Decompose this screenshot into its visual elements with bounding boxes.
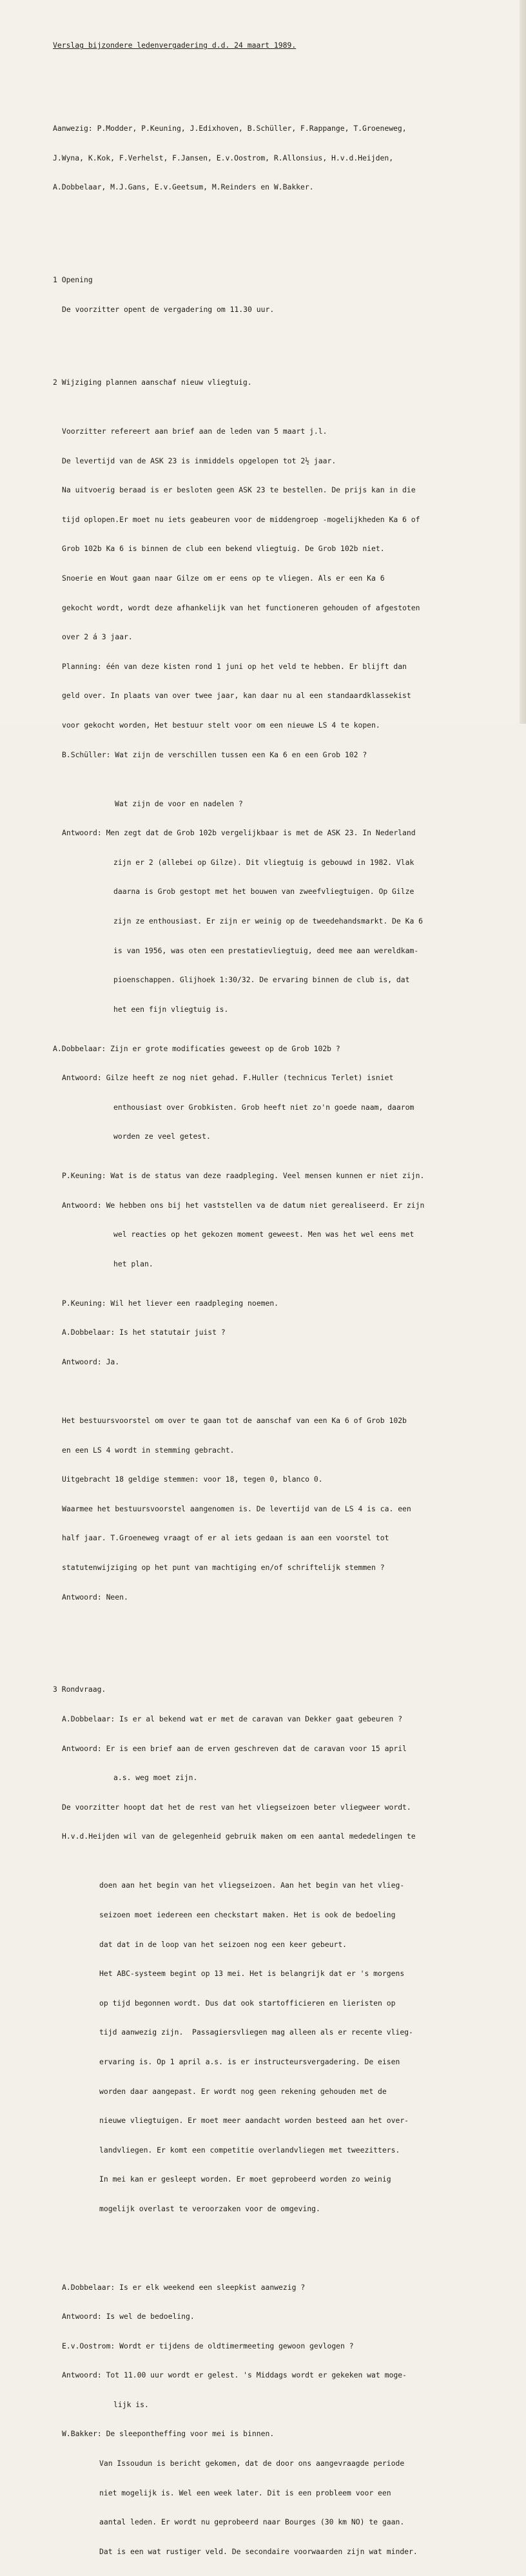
- text-line: In mei kan er gesleept worden. Er moet geprobeerd worden zo weinig: [99, 2174, 391, 2184]
- answer-line: worden ze veel getest.: [113, 1132, 211, 1141]
- question-line: A.Dobbelaar: Zijn er grote modificaties geweest op de Grob 102b ?: [53, 1043, 340, 1053]
- text-line: Dat is een wat rustiger veld. De secondaire voorwaarden zijn wat minder.: [99, 2546, 418, 2556]
- answer-line: pioenschappen. Glijhoek 1:30/32. De ervaring binnen de club is, dat: [113, 975, 410, 985]
- text-line: dat dat in de loop van het seizoen nog een keer gebeurt.: [99, 1939, 347, 1949]
- answer-line: Antwoord: We hebben ons bij het vaststellen va de datum niet gerealiseerd. Er zijn: [62, 1200, 425, 1210]
- vote-block: [53, 1397, 504, 1622]
- text-line: De voorzitter hoopt dat het de rest van het vliegseizoen beter vliegweer wordt.: [62, 1802, 411, 1812]
- answer-line: wel reacties op het gekozen moment geweest. Men was het wel eens met: [113, 1230, 414, 1239]
- section-2-heading: 2 Wijziging plannen aanschaf nieuw vliegtuig.: [53, 378, 252, 387]
- text-line: tijd aanwezig zijn. Passagiersvliegen mag alleen als er recente vlieg-: [99, 2028, 413, 2037]
- question-line: A.Dobbelaar: Is er al bekend wat er met de caravan van Dekker gaat gebeuren ?: [62, 1714, 403, 1724]
- question-line: P.Keuning: Wil het liever een raadpleging noemen.: [62, 1298, 279, 1308]
- answer-line: Antwoord: Neen.: [62, 1592, 128, 1602]
- text-line: worden daar aangepast. Er wordt nog geen rekening gehouden met de: [99, 2086, 387, 2096]
- question-line: Wat zijn de voor en nadelen ?: [115, 799, 243, 808]
- section-2-intro: [53, 407, 504, 780]
- text-line: Het ABC-systeem begint op 13 mei. Het is belangrijk dat er 's morgens: [99, 1969, 405, 1979]
- answer-line: Antwoord: Tot 11.00 uur wordt er gelest. 's Middags wordt er gekeken wat moge-: [62, 2370, 407, 2380]
- text-line: tijd oplopen.Er moet nu iets geabeuren voor de middengroep -mogelijkheden Ka 6 of: [62, 514, 420, 524]
- text-line: landvliegen. Er komt een competitie overlandvliegen met tweezitters.: [99, 2145, 400, 2155]
- text-line: mogelijk overlast te veroorzaken voor de omgeving.: [99, 2203, 320, 2213]
- page-edge-shadow: [520, 0, 526, 724]
- attendees-block: [53, 104, 504, 212]
- answer-line: zijn ze enthousiast. Er zijn er weinig op de tweedehandsmarkt. De Ka 6: [113, 916, 424, 925]
- attendees-line: J.Wyna, K.Kok, F.Verhelst, F.Jansen, E.v.Oostrom, R.Allonsius, H.v.d.Heijden,: [53, 153, 394, 162]
- text-line: en een LS 4 wordt in stemming gebracht.: [62, 1445, 235, 1455]
- text-line: half jaar. T.Groeneweg vraagt of er al iets gedaan is aan een voorstel tot: [62, 1533, 389, 1543]
- text-line: Snoerie en Wout gaan naar Gilze om er eens op te vliegen. Als er een Ka 6: [62, 573, 385, 583]
- text-line: seizoen moet iedereen een checkstart maken. Het is ook de bedoeling: [99, 1910, 396, 1919]
- text-line: ervaring is. Op 1 april a.s. is er instructeursvergadering. De eisen: [99, 2057, 400, 2066]
- answer-line: zijn er 2 (allebei op Gilze). Dit vliegtuig is gebouwd in 1982. Vlak: [113, 857, 414, 867]
- text-line: [53, 2234, 504, 2243]
- attendees-line: A.Dobbelaar, M.J.Gans, E.v.Geetsum, M.Reinders en W.Bakker.: [53, 182, 314, 192]
- answer-line: enthousiast over Grobkisten. Grob heeft niet zo'n goede naam, daarom: [113, 1102, 414, 1112]
- text-line: op tijd begonnen wordt. Dus dat ook startofficieren en lieristen op: [99, 1998, 396, 2008]
- text-line: Planning: één van deze kisten rond 1 juni op het veld te hebben. Er blijft dan: [62, 661, 407, 671]
- answer-line: daarna is Grob gestopt met het bouwen van zweefvliegtuigen. Op Gilze: [113, 887, 414, 896]
- text-line: W.Bakker: De sleepontheffing voor mei is binnen.: [62, 2429, 275, 2439]
- text-line: doen aan het begin van het vliegseizoen. Aan het begin van het vlieg-: [99, 1881, 405, 1890]
- text-line: niet mogelijk is. Wel een week later. Dit is een probleem voor een: [99, 2488, 391, 2497]
- answer-line: a.s. weg moet zijn.: [113, 1773, 198, 1783]
- text-line: Waarmee het bestuursvoorstel aangenomen is. De levertijd van de LS 4 is ca. een: [62, 1504, 411, 1513]
- section-1-line: De voorzitter opent de vergadering om 11.30 uur.: [62, 304, 275, 314]
- text-line: Van Issoudun is bericht gekomen, dat de door ons aangevraagde periode: [99, 2459, 405, 2468]
- text-line: Grob 102b Ka 6 is binnen de club een bekend vliegtuig. De Grob 102b niet.: [62, 544, 385, 554]
- text-line: Voorzitter refereert aan brief aan de leden van 5 maart j.l.: [62, 427, 327, 436]
- section-3-heading: 3 Rondvraag.: [53, 1685, 106, 1694]
- text-line: nieuwe vliegtuigen. Er moet meer aandacht worden besteed aan het over-: [99, 2116, 409, 2126]
- text-line: Uitgebracht 18 geldige stemmen: voor 18, tegen 0, blanco 0.: [62, 1475, 323, 1484]
- answer-line: het een fijn vliegtuig is.: [113, 1004, 229, 1014]
- question-line: A.Dobbelaar: Is er elk weekend een sleepkist aanwezig ?: [62, 2282, 306, 2292]
- text-line: voor gekocht worden, Het bestuur stelt voor om een nieuwe LS 4 te kopen.: [62, 720, 380, 730]
- text-line: B.Schüller: Wat zijn de verschillen tussen een Ka 6 en een Grob 102 ?: [62, 750, 367, 759]
- attendees-line: Aanwezig: P.Modder, P.Keuning, J.Edixhoven, B.Schüller, F.Rappange, T.Groeneweg,: [53, 124, 407, 133]
- answer-line: lijk is.: [113, 2399, 149, 2409]
- text-line: geld over. In plaats van over twee jaar, kan daar nu al een standaardklassekist: [62, 691, 411, 701]
- question-line: A.Dobbelaar: Is het statutair juist ?: [62, 1328, 226, 1337]
- answer-line: het plan.: [113, 1259, 153, 1268]
- question-line: P.Keuning: Wat is de status van deze raadpleging. Veel mensen kunnen er niet zijn.: [62, 1171, 425, 1181]
- text-line: De levertijd van de ASK 23 is inmiddels opgelopen tot 2½ jaar.: [62, 456, 336, 465]
- text-line: statutenwijziging op het punt van machtiging en/of schriftelijk stemmen ?: [62, 1563, 385, 1573]
- section-1-heading: 1 Opening: [53, 275, 93, 285]
- text-line: Na uitvoerig beraad is er besloten geen ASK 23 te bestellen. De prijs kan in die: [62, 485, 416, 495]
- answer-line: Antwoord: Er is een brief aan de erven geschreven dat de caravan voor 15 april: [62, 1743, 407, 1753]
- text-line: gekocht wordt, wordt deze afhankelijk van het functioneren gehouden of afgestoten: [62, 603, 420, 612]
- minutes-text: [53, 21, 504, 2576]
- document-title: Verslag bijzondere ledenvergadering d.d. 24 maart 1989.: [53, 41, 297, 50]
- answer-line: Antwoord: Is wel de bedoeling.: [62, 2312, 195, 2321]
- text-line: Het bestuursvoorstel om over te gaan tot de aanschaf van een Ka 6 of Grob 102b: [62, 1416, 407, 1426]
- text-line: over 2 á 3 jaar.: [62, 632, 133, 642]
- answer-line: Antwoord: Ja.: [62, 1357, 120, 1366]
- answer-line: is van 1956, was oten een prestatievliegtuig, deed mee aan wereldkam-: [113, 945, 419, 955]
- announcements-block: [53, 1861, 504, 2263]
- text-line: H.v.d.Heijden wil van de gelegenheid gebruik maken om een aantal mededelingen te: [62, 1832, 416, 1841]
- answer-line: Antwoord: Men zegt dat de Grob 102b vergelijkbaar is met de ASK 23. In Nederland: [62, 828, 416, 838]
- answer-line: Antwoord: Gilze heeft ze nog niet gehad. F.Huller (technicus Terlet) isniet: [62, 1073, 394, 1083]
- text-line: aantal leden. Er wordt nu geprobeerd naar Bourges (30 km NO) te gaan.: [99, 2517, 405, 2527]
- question-line: E.v.Oostrom: Wordt er tijdens de oldtimermeeting gewoon gevlogen ?: [62, 2341, 354, 2350]
